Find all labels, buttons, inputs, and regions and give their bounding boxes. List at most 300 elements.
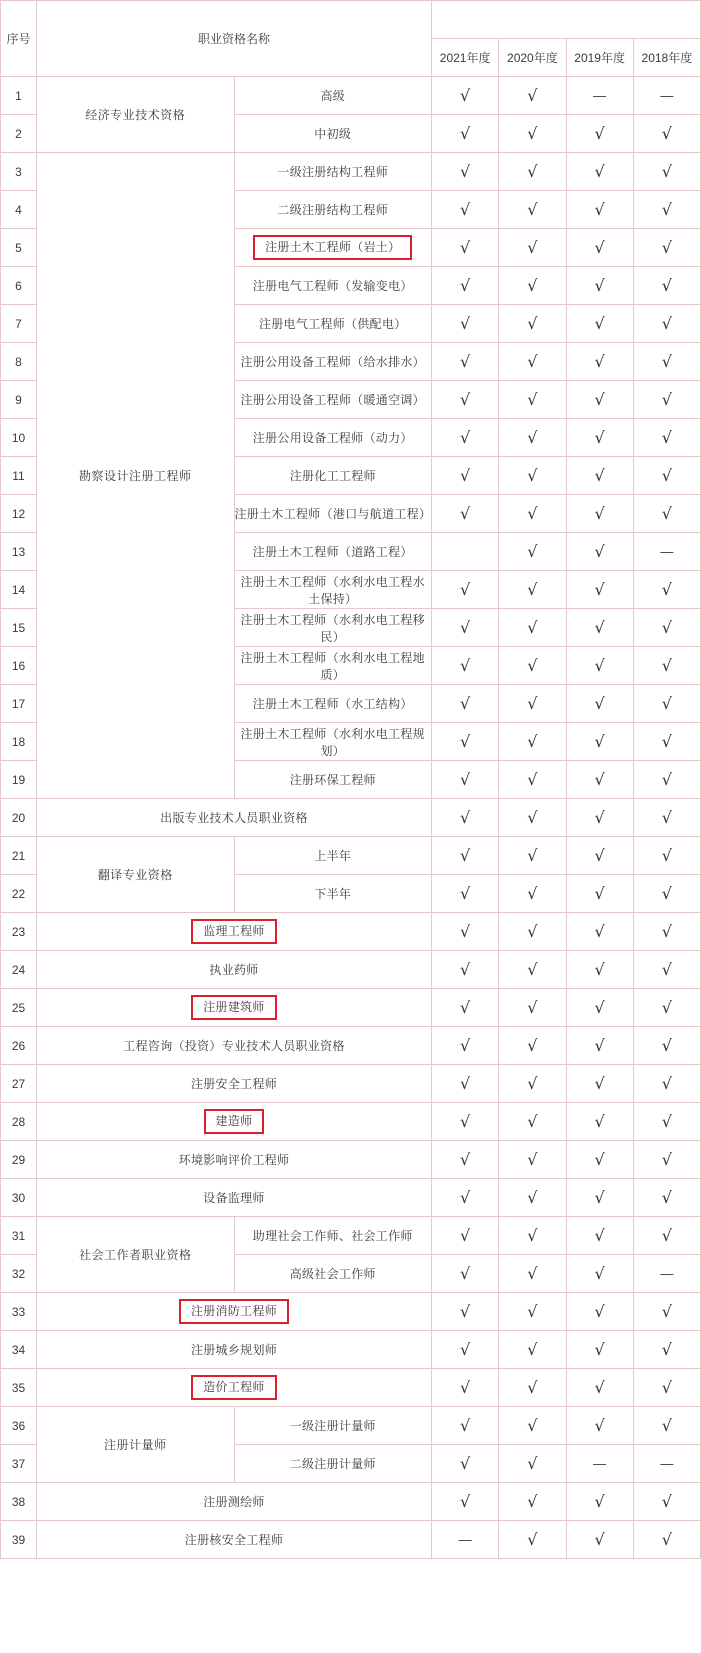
check-icon: √	[594, 237, 605, 257]
check-icon: √	[661, 1339, 672, 1359]
check-icon: √	[527, 237, 538, 257]
check-icon: √	[661, 921, 672, 941]
check-icon: √	[594, 883, 605, 903]
row-seq: 9	[1, 381, 37, 419]
row-name	[234, 533, 432, 571]
check-icon: √	[460, 1491, 471, 1511]
row-name-text: 高级	[320, 89, 346, 103]
mark-2019年度	[566, 419, 633, 457]
mark-2018年度	[633, 1483, 700, 1521]
mark-2021年度	[432, 1141, 499, 1179]
check-icon: √	[594, 807, 605, 827]
row-name-highlighted: 注册建筑师	[191, 995, 277, 1021]
row-name	[37, 1521, 432, 1559]
check-icon: √	[661, 199, 672, 219]
check-icon: √	[460, 997, 471, 1017]
mark-2018年度	[633, 1331, 700, 1369]
row-group: 翻译专业资格	[37, 837, 235, 913]
check-icon: √	[594, 503, 605, 523]
mark-2020年度	[499, 1217, 566, 1255]
check-icon: √	[661, 959, 672, 979]
mark-2019年度	[566, 761, 633, 799]
check-icon: √	[460, 1453, 471, 1473]
row-name-text: 注册电气工程师（供配电）	[258, 317, 407, 331]
row-seq: 10	[1, 419, 37, 457]
mark-2019年度	[566, 1521, 633, 1559]
row-name	[37, 1065, 432, 1103]
mark-2021年度	[432, 1027, 499, 1065]
header-year-2019: 2019年度	[566, 39, 633, 77]
check-icon: √	[460, 275, 471, 295]
row-name-text: 注册土木工程师（水利水电工程地质）	[240, 650, 425, 682]
check-icon: √	[527, 579, 538, 599]
mark-2019年度	[566, 1179, 633, 1217]
mark-2019年度	[566, 647, 633, 685]
table-body	[1, 77, 701, 1559]
check-icon: √	[527, 1491, 538, 1511]
mark-2018年度	[633, 761, 700, 799]
row-name	[234, 1217, 432, 1255]
header-row-top	[1, 1, 701, 39]
mark-2020年度	[499, 723, 566, 761]
check-icon: √	[661, 883, 672, 903]
row-name	[37, 1331, 432, 1369]
check-icon: √	[594, 1301, 605, 1321]
check-icon: √	[527, 85, 538, 105]
mark-2021年度	[432, 723, 499, 761]
check-icon: √	[527, 959, 538, 979]
mark-2020年度	[499, 913, 566, 951]
check-icon: √	[527, 1073, 538, 1093]
mark-2018年度	[633, 1293, 700, 1331]
row-name	[234, 647, 432, 685]
mark-2018年度	[633, 723, 700, 761]
check-icon: √	[661, 1529, 672, 1549]
mark-2021年度	[432, 1255, 499, 1293]
check-icon: √	[460, 1149, 471, 1169]
row-group: 注册计量师	[37, 1407, 235, 1483]
mark-2020年度	[499, 685, 566, 723]
mark-2018年度	[633, 1103, 700, 1141]
check-icon: √	[460, 1073, 471, 1093]
check-icon: √	[661, 769, 672, 789]
check-icon: √	[661, 655, 672, 675]
mark-2020年度	[499, 1141, 566, 1179]
check-icon: √	[594, 997, 605, 1017]
mark-2020年度	[499, 761, 566, 799]
mark-2018年度	[633, 1217, 700, 1255]
row-seq: 12	[1, 495, 37, 533]
check-icon: √	[661, 1301, 672, 1321]
row-name	[234, 1255, 432, 1293]
check-icon: √	[661, 1111, 672, 1131]
check-icon: √	[661, 275, 672, 295]
check-icon: √	[594, 959, 605, 979]
mark-2018年度	[633, 1369, 700, 1407]
check-icon: √	[527, 1035, 538, 1055]
row-seq: 18	[1, 723, 37, 761]
row-name-text: 二级注册计量师	[289, 1457, 376, 1471]
check-icon: √	[460, 351, 471, 371]
check-icon: √	[460, 1225, 471, 1245]
check-icon: √	[661, 1035, 672, 1055]
row-seq: 6	[1, 267, 37, 305]
mark-2021年度	[432, 1407, 499, 1445]
check-icon: √	[661, 503, 672, 523]
table-row	[1, 1217, 701, 1255]
mark-2019年度	[566, 1217, 633, 1255]
mark-2019年度	[566, 305, 633, 343]
check-icon: √	[527, 655, 538, 675]
row-seq: 1	[1, 77, 37, 115]
mark-2020年度	[499, 647, 566, 685]
check-icon: √	[594, 1111, 605, 1131]
check-icon: √	[527, 161, 538, 181]
row-name-text: 执业药师	[209, 963, 259, 977]
row-name	[37, 1103, 432, 1141]
row-seq: 28	[1, 1103, 37, 1141]
check-icon: √	[460, 427, 471, 447]
row-seq: 36	[1, 1407, 37, 1445]
row-name	[234, 191, 432, 229]
row-seq: 27	[1, 1065, 37, 1103]
row-group: 勘察设计注册工程师	[37, 153, 235, 799]
row-name-text: 注册城乡规划师	[190, 1343, 278, 1357]
check-icon: √	[460, 1339, 471, 1359]
table-row	[1, 1483, 701, 1521]
mark-2018年度	[633, 229, 700, 267]
row-seq: 5	[1, 229, 37, 267]
table-row	[1, 837, 701, 875]
check-icon: √	[594, 579, 605, 599]
check-icon: √	[527, 883, 538, 903]
check-icon: √	[661, 997, 672, 1017]
mark-2021年度	[432, 951, 499, 989]
check-icon: √	[460, 731, 471, 751]
table-row	[1, 77, 701, 115]
table-row	[1, 1331, 701, 1369]
row-name	[234, 343, 432, 381]
check-icon: √	[527, 845, 538, 865]
check-icon: √	[594, 1263, 605, 1283]
mark-2021年度	[432, 685, 499, 723]
check-icon: √	[460, 237, 471, 257]
mark-2018年度	[633, 1255, 700, 1293]
mark-2020年度	[499, 77, 566, 115]
mark-2018年度	[633, 419, 700, 457]
row-name	[37, 1369, 432, 1407]
row-name	[234, 1407, 432, 1445]
check-icon: √	[661, 1225, 672, 1245]
row-name-highlighted: 注册土木工程师（岩土）	[253, 235, 412, 261]
check-icon: √	[661, 313, 672, 333]
mark-2018年度	[633, 609, 700, 647]
row-name-text: 一级注册计量师	[289, 1419, 376, 1433]
mark-2021年度	[432, 495, 499, 533]
mark-2021年度	[432, 1065, 499, 1103]
mark-2019年度	[566, 381, 633, 419]
check-icon: √	[594, 389, 605, 409]
mark-2019年度	[566, 875, 633, 913]
mark-2020年度	[499, 1331, 566, 1369]
check-icon: √	[527, 769, 538, 789]
mark-2020年度	[499, 191, 566, 229]
check-icon: √	[527, 275, 538, 295]
header-year-spacer	[432, 1, 701, 39]
mark-2018年度	[633, 77, 700, 115]
row-name-text: 注册测绘师	[203, 1495, 265, 1509]
check-icon: √	[460, 769, 471, 789]
mark-2021年度	[432, 837, 499, 875]
check-icon: √	[527, 313, 538, 333]
mark-2019年度	[566, 267, 633, 305]
check-icon: √	[661, 731, 672, 751]
row-name-text: 注册公用设备工程师（动力）	[252, 431, 413, 445]
row-name-text: 注册化工工程师	[289, 469, 376, 483]
check-icon: √	[460, 1035, 471, 1055]
mark-2021年度	[432, 913, 499, 951]
check-icon: √	[527, 389, 538, 409]
mark-2019年度	[566, 77, 633, 115]
mark-2018年度	[633, 1179, 700, 1217]
dash-icon: —	[660, 543, 674, 559]
check-icon: √	[460, 617, 471, 637]
check-icon: √	[661, 1415, 672, 1435]
row-seq: 30	[1, 1179, 37, 1217]
mark-2018年度	[633, 495, 700, 533]
row-name-text: 一级注册结构工程师	[277, 165, 389, 179]
mark-2020年度	[499, 1483, 566, 1521]
mark-2019年度	[566, 799, 633, 837]
check-icon: √	[661, 617, 672, 637]
check-icon: √	[460, 1301, 471, 1321]
check-icon: √	[594, 427, 605, 447]
mark-2019年度	[566, 837, 633, 875]
check-icon: √	[527, 351, 538, 371]
mark-2020年度	[499, 1179, 566, 1217]
mark-2020年度	[499, 609, 566, 647]
mark-2021年度	[432, 1331, 499, 1369]
check-icon: √	[661, 693, 672, 713]
mark-2018年度	[633, 533, 700, 571]
mark-2020年度	[499, 419, 566, 457]
dash-icon: —	[660, 87, 674, 103]
row-name	[37, 1179, 432, 1217]
check-icon: √	[527, 1111, 538, 1131]
mark-2021年度	[432, 191, 499, 229]
row-name	[234, 229, 432, 267]
mark-2018年度	[633, 1065, 700, 1103]
row-group: 社会工作者职业资格	[37, 1217, 235, 1293]
mark-2021年度	[432, 381, 499, 419]
mark-2020年度	[499, 571, 566, 609]
mark-2018年度	[633, 989, 700, 1027]
mark-2020年度	[499, 1065, 566, 1103]
row-name	[234, 495, 432, 533]
mark-2018年度	[633, 647, 700, 685]
mark-2021年度	[432, 267, 499, 305]
mark-2021年度	[432, 609, 499, 647]
check-icon: √	[594, 199, 605, 219]
check-icon: √	[527, 1377, 538, 1397]
check-icon: √	[594, 617, 605, 637]
row-seq: 21	[1, 837, 37, 875]
check-icon: √	[661, 1149, 672, 1169]
table-row	[1, 989, 701, 1027]
row-name	[37, 989, 432, 1027]
check-icon: √	[460, 465, 471, 485]
check-icon: √	[527, 1415, 538, 1435]
row-seq: 34	[1, 1331, 37, 1369]
check-icon: √	[460, 1377, 471, 1397]
mark-2021年度	[432, 1293, 499, 1331]
mark-2020年度	[499, 381, 566, 419]
row-name-text: 上半年	[314, 849, 352, 863]
check-icon: √	[594, 275, 605, 295]
row-name	[37, 799, 432, 837]
mark-2021年度	[432, 875, 499, 913]
mark-2018年度	[633, 1445, 700, 1483]
mark-2018年度	[633, 799, 700, 837]
mark-2019年度	[566, 191, 633, 229]
check-icon: √	[527, 1453, 538, 1473]
check-icon: √	[594, 769, 605, 789]
dash-icon: —	[660, 1455, 674, 1471]
mark-2021年度	[432, 533, 499, 571]
mark-2018年度	[633, 951, 700, 989]
mark-2019年度	[566, 913, 633, 951]
mark-2018年度	[633, 381, 700, 419]
mark-2019年度	[566, 1065, 633, 1103]
mark-2020年度	[499, 305, 566, 343]
mark-2020年度	[499, 1293, 566, 1331]
mark-2019年度	[566, 533, 633, 571]
mark-2021年度	[432, 571, 499, 609]
check-icon: √	[460, 579, 471, 599]
mark-2018年度	[633, 153, 700, 191]
check-icon: √	[594, 1339, 605, 1359]
row-name-text: 注册电气工程师（发输变电）	[252, 279, 413, 293]
row-seq: 23	[1, 913, 37, 951]
row-seq: 15	[1, 609, 37, 647]
row-name	[37, 1027, 432, 1065]
row-seq: 7	[1, 305, 37, 343]
check-icon: √	[661, 845, 672, 865]
check-icon: √	[527, 997, 538, 1017]
check-icon: √	[594, 655, 605, 675]
row-name-text: 注册土木工程师（水工结构）	[252, 697, 413, 711]
mark-2018年度	[633, 571, 700, 609]
table-row	[1, 153, 701, 191]
mark-2020年度	[499, 1255, 566, 1293]
mark-2020年度	[499, 799, 566, 837]
row-seq: 8	[1, 343, 37, 381]
row-name-highlighted: 注册消防工程师	[179, 1299, 289, 1325]
mark-2020年度	[499, 457, 566, 495]
check-icon: √	[594, 1225, 605, 1245]
table-row	[1, 1407, 701, 1445]
mark-2021年度	[432, 305, 499, 343]
mark-2019年度	[566, 1255, 633, 1293]
mark-2021年度	[432, 343, 499, 381]
table-row	[1, 799, 701, 837]
row-name-text: 中初级	[314, 127, 352, 141]
header-year-2021: 2021年度	[432, 39, 499, 77]
check-icon: √	[661, 123, 672, 143]
check-icon: √	[594, 1187, 605, 1207]
mark-2018年度	[633, 837, 700, 875]
mark-2018年度	[633, 267, 700, 305]
check-icon: √	[460, 1415, 471, 1435]
row-seq: 29	[1, 1141, 37, 1179]
check-icon: √	[661, 1377, 672, 1397]
row-seq: 33	[1, 1293, 37, 1331]
row-name-text: 注册土木工程师（港口与航道工程）	[234, 507, 432, 521]
mark-2020年度	[499, 1445, 566, 1483]
mark-2021年度	[432, 419, 499, 457]
mark-2020年度	[499, 267, 566, 305]
row-name-text: 注册土木工程师（水利水电工程移民）	[240, 612, 425, 644]
mark-2021年度	[432, 1103, 499, 1141]
mark-2021年度	[432, 115, 499, 153]
row-name	[234, 723, 432, 761]
row-name	[37, 913, 432, 951]
mark-2018年度	[633, 305, 700, 343]
mark-2019年度	[566, 1445, 633, 1483]
mark-2018年度	[633, 115, 700, 153]
dash-icon: —	[458, 1531, 472, 1547]
check-icon: √	[594, 1377, 605, 1397]
check-icon: √	[527, 807, 538, 827]
check-icon: √	[594, 1415, 605, 1435]
check-icon: √	[460, 161, 471, 181]
row-name-text: 注册土木工程师（道路工程）	[252, 545, 413, 559]
check-icon: √	[661, 351, 672, 371]
check-icon: √	[527, 199, 538, 219]
mark-2021年度	[432, 1217, 499, 1255]
table-row	[1, 913, 701, 951]
check-icon: √	[460, 807, 471, 827]
mark-2019年度	[566, 115, 633, 153]
mark-2018年度	[633, 913, 700, 951]
mark-2020年度	[499, 1521, 566, 1559]
mark-2018年度	[633, 1141, 700, 1179]
check-icon: √	[527, 921, 538, 941]
row-name	[234, 837, 432, 875]
row-seq: 11	[1, 457, 37, 495]
mark-2020年度	[499, 343, 566, 381]
mark-2020年度	[499, 495, 566, 533]
mark-2019年度	[566, 951, 633, 989]
mark-2018年度	[633, 875, 700, 913]
row-name-text: 助理社会工作师、社会工作师	[252, 1229, 413, 1243]
check-icon: √	[460, 389, 471, 409]
row-name-text: 设备监理师	[203, 1191, 265, 1205]
mark-2020年度	[499, 837, 566, 875]
check-icon: √	[460, 845, 471, 865]
check-icon: √	[460, 503, 471, 523]
check-icon: √	[527, 693, 538, 713]
mark-2021年度	[432, 1445, 499, 1483]
table-header	[1, 1, 701, 77]
check-icon: √	[460, 1111, 471, 1131]
mark-2019年度	[566, 1293, 633, 1331]
check-icon: √	[661, 1491, 672, 1511]
mark-2020年度	[499, 989, 566, 1027]
check-icon: √	[527, 1225, 538, 1245]
table-row	[1, 951, 701, 989]
row-seq: 13	[1, 533, 37, 571]
